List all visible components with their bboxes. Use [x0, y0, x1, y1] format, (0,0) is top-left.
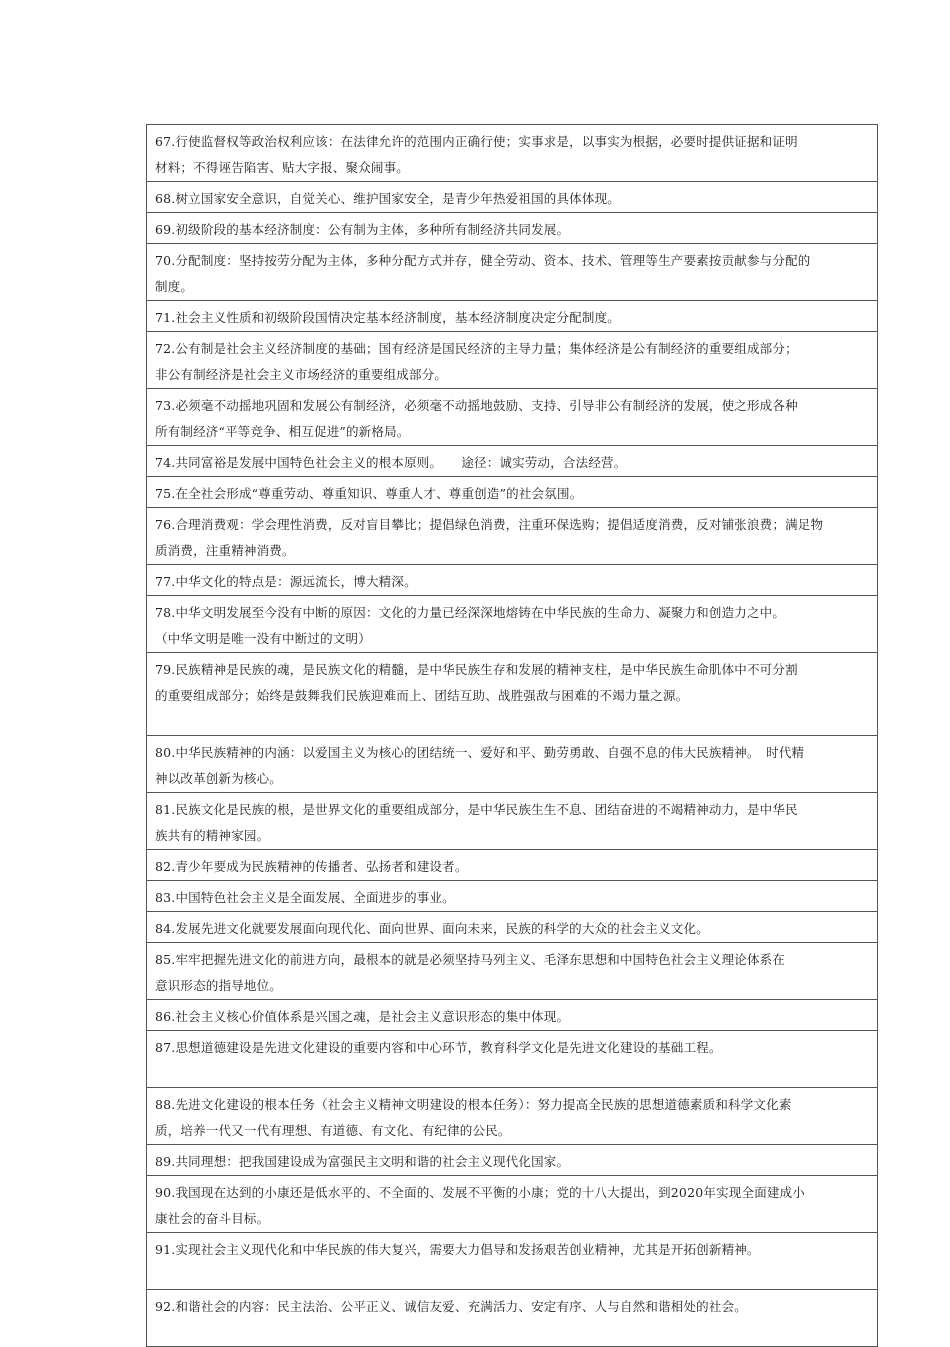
table-row	[147, 1031, 877, 1088]
row-text-line: 83.中国特色社会主义是全面发展、全面进步的事业。	[155, 890, 455, 905]
table-row	[147, 182, 877, 213]
row-text-line	[155, 709, 869, 735]
table-row	[147, 1000, 877, 1031]
row-text-line	[155, 1320, 869, 1346]
row-text-line: 77.中华文化的特点是：源远流长，博大精深。	[155, 574, 417, 589]
row-text-line: 质，培养一代又一代有理想、有道德、有文化、有纪律的公民。	[155, 1123, 511, 1138]
table-row	[147, 244, 877, 301]
row-text-line: 族共有的精神家园。	[155, 828, 270, 843]
table-row	[147, 508, 877, 565]
row-text-line: 所有制经济“平等竞争、相互促进”的新格局。	[155, 424, 410, 439]
row-text-line: 神以改革创新为核心。	[155, 771, 283, 786]
table-row	[147, 596, 877, 653]
table-row	[147, 912, 877, 943]
table-row	[147, 477, 877, 508]
row-text-line: 非公有制经济是社会主义市场经济的重要组成部分。	[155, 367, 448, 382]
table-row	[147, 1233, 877, 1290]
row-text-line: 90.我国现在达到的小康还是低水平的、不全面的、发展不平衡的小康；党的十八大提出，到2020年实现全面建成小	[155, 1185, 805, 1200]
table-row	[147, 1176, 877, 1233]
row-text-line: 质消费，注重精神消费。	[155, 543, 295, 558]
table-row	[147, 653, 877, 736]
table-row	[147, 565, 877, 596]
table-row	[147, 125, 877, 182]
table-row	[147, 213, 877, 244]
row-text-line: 制度。	[155, 279, 194, 294]
row-text-line: 76.合理消费观：学会理性消费，反对盲目攀比；提倡绿色消费，注重环保选购；提倡适度消费，反对铺张浪费；满足物	[155, 517, 824, 532]
row-text-line: 72.公有制是社会主义经济制度的基础；国有经济是国民经济的主导力量；集体经济是公有制经济的重要组成部分；	[155, 341, 798, 356]
row-text-line	[155, 1061, 869, 1087]
row-text-line: 91.实现社会主义现代化和中华民族的伟大复兴，需要大力倡导和发扬艰苦创业精神，尤其是开拓创新精神。	[155, 1242, 760, 1257]
row-text-line: （中华文明是唯一没有中断过的文明）	[155, 631, 371, 646]
row-text-line: 康社会的奋斗目标。	[155, 1211, 270, 1226]
table-row	[147, 736, 877, 793]
row-text-line: 68.树立国家安全意识，自觉关心、维护国家安全，是青少年热爱祖国的具体体现。	[155, 191, 620, 206]
row-text-line: 92.和谐社会的内容：民主法治、公平正义、诚信友爱、充满活力、安定有序、人与自然和谐相处的社会。	[155, 1299, 747, 1314]
row-text-line: 67.行使监督权等政治权利应该：在法律允许的范围内正确行使；实事求是，以事实为根据，必要时提供证据和证明	[155, 134, 798, 149]
row-text-line: 材料；不得诬告陷害、贴大字报、聚众闹事。	[155, 160, 410, 175]
row-text-line: 88.先进文化建设的根本任务（社会主义精神文明建设的根本任务）：努力提高全民族的思想道德素质和科学文化素	[155, 1097, 792, 1112]
table-row	[147, 850, 877, 881]
row-text-line: 71.社会主义性质和初级阶段国情决定基本经济制度，基本经济制度决定分配制度。	[155, 310, 620, 325]
row-text-line: 74.共同富裕是发展中国特色社会主义的根本原则。 途径：诚实劳动，合法经营。	[155, 455, 627, 470]
row-text-line: 84.发展先进文化就要发展面向现代化、面向世界、面向未来，民族的科学的大众的社会主义文化。	[155, 921, 709, 936]
row-text-line: 70.分配制度：坚持按劳分配为主体，多种分配方式并存，健全劳动、资本、技术、管理等生产要素按贡献参与分配的	[155, 253, 811, 268]
row-text-line: 意识形态的指导地位。	[155, 978, 283, 993]
row-text-line: 89.共同理想：把我国建设成为富强民主文明和谐的社会主义现代化国家。	[155, 1154, 570, 1169]
table-row	[147, 1290, 877, 1346]
table-row	[147, 301, 877, 332]
row-text-line: 82.青少年要成为民族精神的传播者、弘扬者和建设者。	[155, 859, 468, 874]
row-text-line: 79.民族精神是民族的魂，是民族文化的精髓，是中华民族生存和发展的精神支柱，是中华民族生命肌体中不可分割	[155, 662, 798, 677]
row-text-line: 86.社会主义核心价值体系是兴国之魂，是社会主义意识形态的集中体现。	[155, 1009, 570, 1024]
row-text-line: 85.牢牢把握先进文化的前进方向，最根本的就是必须坚持马列主义、毛泽东思想和中国特色社会主义理论体系在	[155, 952, 786, 967]
table-row	[147, 943, 877, 1000]
table-row	[147, 389, 877, 446]
row-text-line: 的重要组成部分；始终是鼓舞我们民族迎难而上、团结互助、战胜强敌与困难的不竭力量之源。	[155, 688, 689, 703]
row-text-line: 81.民族文化是民族的根，是世界文化的重要组成部分，是中华民族生生不息、团结奋进的不竭精神动力，是中华民	[155, 802, 798, 817]
row-text-line: 87.思想道德建设是先进文化建设的重要内容和中心环节，教育科学文化是先进文化建设的基础工程。	[155, 1040, 722, 1055]
row-text-line: 75.在全社会形成“尊重劳动、尊重知识、尊重人才、尊重创造”的社会氛围。	[155, 486, 583, 501]
table-row	[147, 793, 877, 850]
table-row	[147, 1088, 877, 1145]
table-row	[147, 446, 877, 477]
knowledge-points-table	[146, 124, 878, 1347]
table-row	[147, 881, 877, 912]
table-row	[147, 1145, 877, 1176]
row-text-line: 73.必须毫不动摇地巩固和发展公有制经济，必须毫不动摇地鼓励、支持、引导非公有制经济的发展，使之形成各种	[155, 398, 798, 413]
table-row	[147, 332, 877, 389]
row-text-line: 78.中华文明发展至今没有中断的原因：文化的力量已经深深地熔铸在中华民族的生命力、凝聚力和创造力之中。	[155, 605, 786, 620]
row-text-line: 69.初级阶段的基本经济制度：公有制为主体，多种所有制经济共同发展。	[155, 222, 570, 237]
row-text-line	[155, 1263, 869, 1289]
row-text-line: 80.中华民族精神的内涵：以爱国主义为核心的团结统一、爱好和平、勤劳勇敢、自强不息的伟大民族精神。 时代精	[155, 745, 805, 760]
